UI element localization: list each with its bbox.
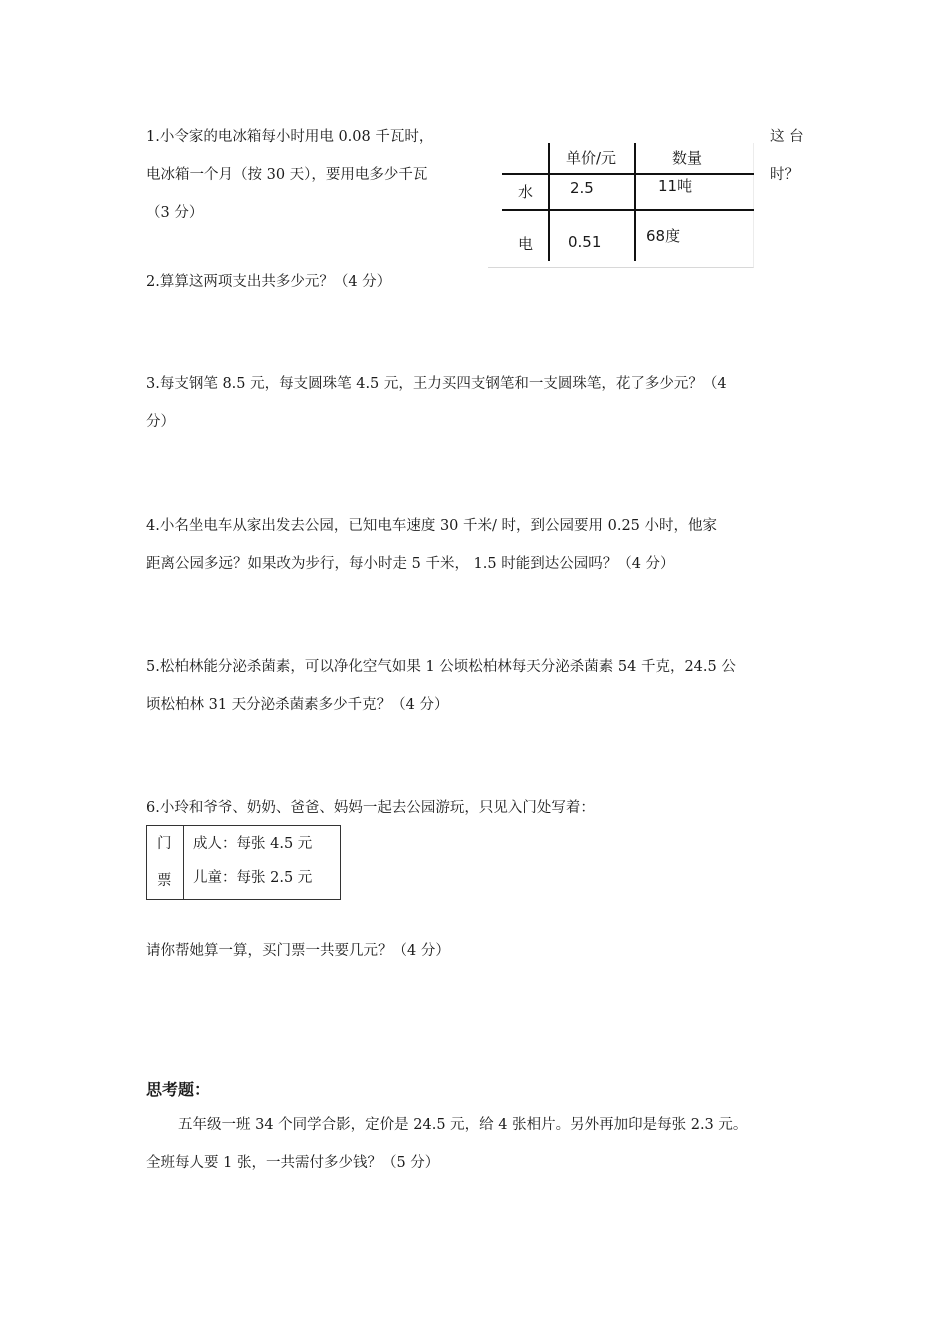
table-rule-col-1 [548,143,550,261]
row-electric-price: 0.51 [568,233,602,251]
row-electric-qty: 68度 [646,227,681,245]
price-table [488,143,754,268]
ticket-adult-price: 成人：每张 4.5 元 [193,836,313,852]
table-rule-header [502,173,754,175]
q6-line-1: 6.小玲和爷爷、奶奶、爸爸、妈妈一起去公园游玩，只见入门处写着： [146,800,595,816]
q1-line-1-end: 这 台 [770,129,804,145]
q4-line-2: 距离公园多远？如果改为步行，每小时走 5 千米， 1.5 时能到达公园吗？（4 分） [146,556,675,572]
q1-line-2: 电冰箱一个月（按 30 天），要用电多少千瓦 [146,167,428,183]
q1-line-2-end: 时？ [770,167,799,183]
q1-line-3: （3 分） [146,205,204,221]
thinking-line-1: 五年级一班 34 个同学合影，定价是 24.5 元，给 4 张相片。另外再加印是每张 2.3 元。 [178,1117,748,1133]
row-electric-item: 电 [518,235,534,253]
table-rule-col-2 [634,143,636,261]
ticket-child-price: 儿童：每张 2.5 元 [193,870,313,886]
ticket-label-2: 票 [157,873,172,889]
row-water-qty: 11吨 [658,177,693,195]
row-water-price: 2.5 [570,179,594,197]
q5-line-2: 顷松柏林 31 天分泌杀菌素多少千克？（4 分） [146,697,449,713]
q3-line-2: 分） [146,414,175,430]
q3-line-1: 3.每支钢笔 8.5 元，每支圆珠笔 4.5 元，王力买四支钢笔和一支圆珠笔，花了多少元？（4 [146,376,727,392]
q6-question: 请你帮她算一算，买门票一共要几元？（4 分） [146,943,450,959]
thinking-line-2: 全班每人要 1 张，一共需付多少钱？（5 分） [146,1155,440,1171]
q1-line-1: 1.小令家的电冰箱每小时用电 0.08 千瓦时， [146,129,434,145]
header-quantity: 数量 [672,149,703,167]
header-unit-price: 单价/元 [566,149,617,167]
ticket-price-box [146,825,341,900]
table-rule-middle [502,209,754,211]
ticket-label-1: 门 [157,836,172,852]
ticket-divider [183,826,184,899]
thinking-heading: 思考题： [146,1080,211,1099]
q5-line-1: 5.松柏林能分泌杀菌素，可以净化空气如果 1 公顷松柏林每天分泌杀菌素 54 千克，24.5 公 [146,659,736,675]
q4-line-1: 4.小名坐电车从家出发去公园，已知电车速度 30 千米/ 时，到公园要用 0.25 小时，他家 [146,518,717,534]
q2-text: 2.算算这两项支出共多少元？（4 分） [146,274,392,290]
row-water-item: 水 [518,183,534,201]
